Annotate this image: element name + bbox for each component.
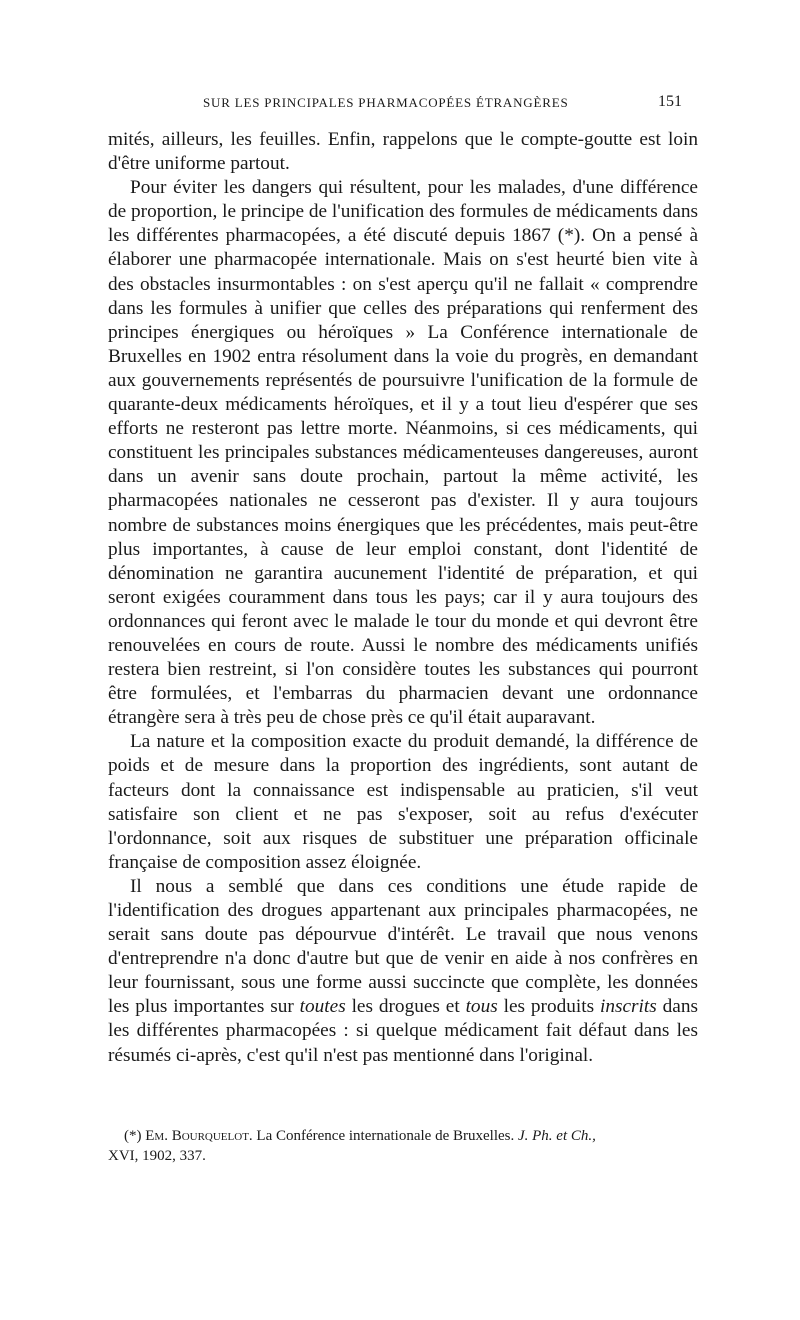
footnote [108, 1126, 698, 1166]
paragraph-purpose-part2: les drogues et [351, 996, 460, 1018]
footnote-text: La Conférence internationale de Bruxelles. [256, 1128, 515, 1144]
paragraph-purpose-part1: Il nous a semblé que dans ces conditions une étude rapide de l'identification des drogues appartenant aux principales pharmacopées, ne serait sans doute pas dépourvue d'intérêt. Le travail que nous venons d'entreprendre n'a donc d'autre but que de venir en aide à nos confrères en leur fournissant, sous une forme aussi succincte que complète, les données les plus importantes sur [108, 875, 698, 1018]
emphasis-toutes: toutes [299, 996, 346, 1018]
running-head [108, 93, 682, 115]
body-text [108, 128, 698, 1068]
paragraph-purpose-part3: les produits [503, 996, 595, 1018]
paragraph-unification: Pour éviter les dangers qui résultent, pour les malades, d'une différence de proportion, le principe de l'unification des formules de médicaments dans les différentes pharmacopées, a été discuté depuis 1867 (*). On a pensé à élaborer une pharmacopée internationale. Mais on s'est heurté bien vite à des obstacles insurmontables : on s'est aperçu qu'il ne fallait « comprendre dans les formules à unifier que celles des préparations qui renferment des principes énergiques ou héroïques » La Conférence internationale de Bruxelles en 1902 entra résolument dans la voie du progrès, en demandant aux gouvernements représentés de poursuivre l'unification de la formule de quarante-deux médicaments héroïques, et il y a tout lieu d'espérer que ses efforts ne resteront pas lettre morte. Néanmoins, si ces médicaments, qui constituent les principales substances médicamenteuses dangereuses, auront dans un avenir sans doute prochain, partout la même activité, les pharmacopées nationales ne cesseront pas d'exister. Il y aura toujours nombre de substances moins énergiques que les précédentes, mais peut-être plus importantes, à cause de leur emploi constant, dont l'identité de dénomination ne garantira aucunement l'identité de préparation, et qui seront exigées couramment dans tous les pays; car il y aura toujours des ordonnances qui feront avec le malade le tour du monde et qui devront être renouvelées en cours de route. Aussi le nombre des médicaments unifiés restera bien restreint, si l'on considère toutes les substances qui pourront être formulées, et l'embarras du pharmacien devant une ordonnance étrangère sera à très peu de chose près ce qu'il était auparavant. [108, 177, 698, 729]
footnote-mark: (*) [124, 1128, 142, 1144]
emphasis-tous: tous [465, 996, 498, 1018]
paragraph-composition: La nature et la composition exacte du produit demandé, la différence de poids et de mesure dans la proportion des ingrédients, sont autant de facteurs dont la connaissance est indispensable au praticien, s'il veut satisfaire son client et ne pas s'exposer, soit au refus d'exécuter l'ordonnance, soit aux risques de substituer une préparation officinale française de composition assez éloignée. [108, 731, 698, 873]
footnote-ref: XVI, 1902, 337. [108, 1148, 206, 1164]
footnote-author: Em. Bourquelot. [145, 1128, 253, 1144]
paragraph-continuation: mités, ailleurs, les feuilles. Enfin, rappelons que le compte-goutte est loin d'être uniforme partout. [108, 129, 698, 175]
footnote-journal: J. Ph. et Ch., [517, 1128, 596, 1144]
paragraph-purpose [108, 875, 698, 1068]
running-head-title: SUR LES PRINCIPALES PHARMACOPÉES ÉTRANGÈRES [203, 95, 569, 110]
paragraph-purpose-part4: dans les différentes pharmacopées : si quelque médicament fait défaut dans les résumés ci-après, c'est qu'il n'est pas mentionné dans l'original. [108, 996, 698, 1066]
emphasis-inscrits: inscrits [599, 996, 657, 1018]
page-number: 151 [658, 93, 682, 110]
